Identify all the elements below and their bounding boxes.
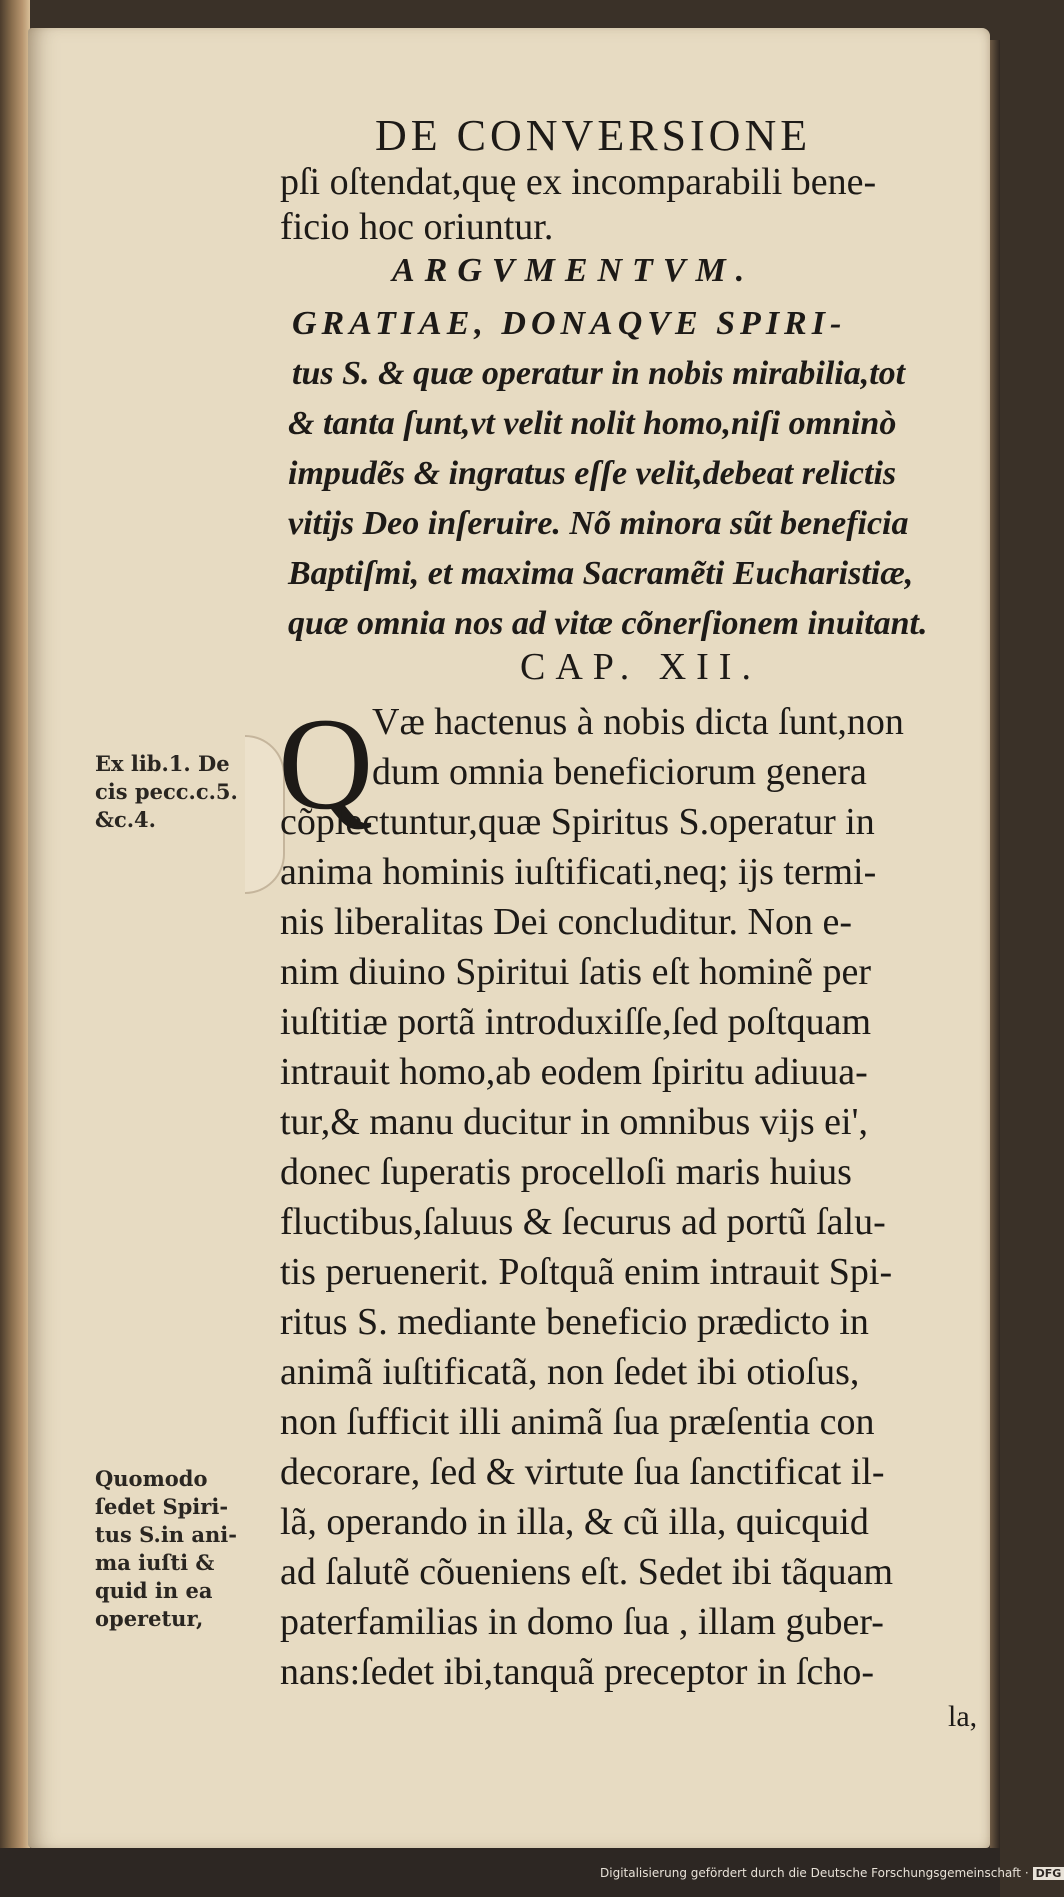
body-line-10: donec ſuperatis procelloſi maris huius [280, 1151, 852, 1193]
body-line-20: nans:ſedet ibi,tanquã preceptor in ſcho- [280, 1651, 875, 1693]
margin-note-line: &c.4. [95, 807, 156, 832]
body-line-16: decorare, ſed & virtute ſua ſanctificat il- [280, 1451, 885, 1493]
margin-note-line: cis pecc.c.5. [95, 779, 238, 804]
argument-line-7: quæ omnia nos ad vitæ cõnerſionem inuitant. [288, 605, 928, 642]
body-line-6: nim diuino Spiritui ſatis eſt hominẽ per [280, 951, 872, 993]
intro-line-2: ficio hoc oriuntur. [280, 206, 554, 248]
body-line-3: cõplectuntur,quæ Spiritus S.operatur in [280, 801, 875, 843]
body-line-8: intrauit homo,ab eodem ſpiritu adiuua- [280, 1051, 868, 1093]
footer-credit [600, 1866, 1064, 1880]
margin-note-line: tus S.in ani- [95, 1522, 237, 1547]
argument-title: ARGVMENTVM. [392, 252, 755, 289]
argument-line-4: impudẽs & ingratus eſſe velit,debeat relictis [288, 455, 897, 492]
footer-credit-text: Digitalisierung gefördert durch die Deutsche Forschungsgemeinschaft · [600, 1866, 1029, 1880]
margin-note-line: ſedet Spiri- [95, 1494, 229, 1519]
body-line-1: Væ hactenus à nobis dicta ſunt,non [372, 701, 904, 743]
body-line-12: tis peruenerit. Poſtquã enim intrauit Spi- [280, 1251, 893, 1293]
page-edge [990, 40, 1000, 1850]
body-line-5: nis liberalitas Dei concluditur. Non e- [280, 901, 852, 943]
body-line-18: ad ſalutẽ cõueniens eſt. Sedet ibi tãquam [280, 1551, 894, 1593]
book-binding [0, 0, 30, 1897]
argument-line-6: Baptiſmi, et maxima Sacramẽti Eucharistiæ, [288, 555, 914, 592]
body-line-14: animã iuſtificatã, non ſedet ibi otioſus, [280, 1351, 860, 1393]
body-line-15: non ſufficit illi animã ſua præſentia con [280, 1401, 875, 1443]
margin-note-line: quid in ea [95, 1578, 213, 1603]
argument-line-1: GRATIAE, DONAQVE SPIRI- [292, 305, 847, 342]
body-line-11: fluctibus,ſaluus & ſecurus ad portũ ſalu- [280, 1201, 886, 1243]
body-line-17: lã, operando in illa, & cũ illa, quicquid [280, 1501, 869, 1543]
margin-note-quomodo [95, 1465, 237, 1633]
chapter-heading: CAP. XII. [520, 646, 761, 688]
argument-line-5: vitijs Deo inſeruire. Nõ minora sũt beneficia [288, 505, 909, 542]
margin-note-reference [95, 750, 238, 834]
margin-note-line: Quomodo [95, 1466, 208, 1491]
body-line-19: paterfamilias in domo ſua , illam guber- [280, 1601, 884, 1643]
margin-note-line: ma iuſti & [95, 1550, 215, 1575]
argument-line-2: tus S. & quæ operatur in nobis mirabilia,tot [292, 355, 906, 392]
intro-line-1: pſi oſtendat,quę ex incomparabili bene- [280, 161, 877, 203]
running-head: DE CONVERSIONE [375, 111, 812, 160]
dfg-logo: DFG [1033, 1867, 1064, 1880]
body-line-4: anima hominis iuſtificati,neq; ijs termi- [280, 851, 877, 893]
body-line-7: iuſtitiæ portã introduxiſſe,ſed poſtquam [280, 1001, 872, 1043]
margin-note-line: Ex lib.1. De [95, 751, 230, 776]
margin-note-line: operetur, [95, 1606, 204, 1631]
body-line-9: tur,& manu ducitur in omnibus vijs ei', [280, 1101, 868, 1143]
drop-cap: Q [278, 690, 374, 837]
body-line-2: dum omnia beneficiorum genera [372, 751, 867, 793]
argument-line-3: & tanta ſunt,vt velit nolit homo,niſi omninò [288, 405, 897, 442]
catchword: la, [948, 1700, 978, 1733]
body-line-13: ritus S. mediante beneficio prædicto in [280, 1301, 869, 1343]
